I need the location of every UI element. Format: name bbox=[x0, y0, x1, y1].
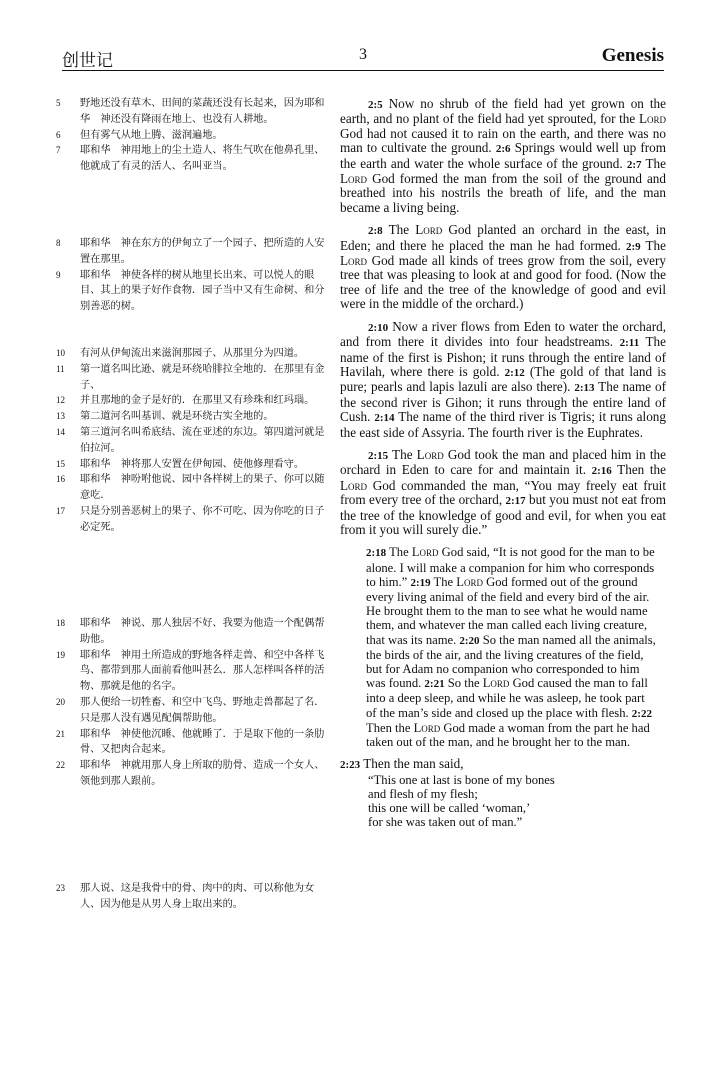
verse-text: 第三道河名叫希底结、流在亚述的东边。第四道河就是伯拉河。 bbox=[80, 426, 325, 454]
english-paragraph-3: 2:10 Now a river flows from Eden to water the orchard, and from there it divides into four headstreams. 2:11 The name of the first is Pishon; it runs through the entire land of Havilah, where there is gold. 2:12 (The gold of that land is pure; pearls and lapis lazuli are also there). 2:13 The name of the second river is Gihon; it runs through the entire land of Cush. 2:14 The name of the third river is Tigris; it runs along the east side of Assyria. The fourth river is the Euphrates. bbox=[340, 318, 666, 440]
verse-text: 但有雾气从地上腾、滋润遍地。 bbox=[80, 129, 223, 141]
verse-number: 2:19 bbox=[410, 576, 431, 589]
verse-text: 耶和华 神用土所造成的野地各样走兽、和空中各样飞鸟、都带到那人面前看他叫甚么．那人怎样叫各样的活物、那就是他的名字。 bbox=[80, 649, 325, 693]
verse-number: 14 bbox=[56, 426, 65, 437]
verse-text: 并且那地的金子是好的．在那里又有珍珠和红玛瑙。 bbox=[80, 395, 315, 407]
verse-number: 16 bbox=[56, 474, 65, 485]
verse-text: 只是分别善恶树上的果子、你不可吃、因为你吃的日子必定死。 bbox=[80, 505, 325, 533]
verse-number: 2:6 bbox=[495, 143, 511, 156]
english-paragraph-5: 2:18 The Lord God said, “It is not good for the man to be alone. I will make a companion for him who corresponds to him.” 2:19 The Lord God formed out of the ground every living animal of the field and every bird of the air. He brought them to the man to see what he would name them, and whatever the man called each living creature, that was its name. 2:20 So the man named all the animals, the birds of the air, and the living creatures of the field, but for Adam no companion who corresponded to him was found. 2:21 So the Lord God caused the man to fall into a deep sleep, and while he was asleep, he took part of the man’s side and closed up the place with flesh. 2:22 Then the Lord God made a woman from the part he had taken out of the man, and he brought her to the man. bbox=[366, 545, 656, 750]
chinese-verse bbox=[56, 96, 328, 128]
verse-number: 20 bbox=[56, 696, 65, 707]
verse-number: 2:20 bbox=[459, 634, 480, 647]
page-number: 3 bbox=[359, 46, 367, 63]
verse-number: 6 bbox=[56, 129, 61, 140]
verse-number: 23 bbox=[56, 883, 65, 893]
verse-number: 2:21 bbox=[424, 678, 445, 691]
chinese-verse bbox=[56, 409, 328, 425]
verse-number: 21 bbox=[56, 728, 65, 739]
chinese-verse bbox=[56, 504, 328, 536]
verse-number: 18 bbox=[56, 618, 65, 628]
chinese-verse-block bbox=[56, 616, 328, 790]
verse-number: 5 bbox=[56, 98, 61, 108]
verse-text: 耶和华 神就用那人身上所取的肋骨、造成一个女人、领他到那人跟前。 bbox=[80, 760, 325, 787]
verse-text: 耶和华 神使各样的树从地里长出来、可以悦人的眼目、其上的果子好作食物．园子当中又有生命树、和分别善恶的树。 bbox=[80, 269, 325, 313]
chinese-verse bbox=[56, 457, 328, 473]
english-paragraph-2: 2:8 The Lord God planted an orchard in the east, in Eden; and there he placed the man he had formed. 2:9 The Lord God made all kinds of trees grow from the soil, every tree that was pleasing to look at and good for food. (Now the tree of life and the tree of the knowledge of good and evil were in the middle of the orchard.) bbox=[340, 222, 666, 312]
chinese-verse bbox=[56, 236, 328, 268]
verse-number: 2:13 bbox=[574, 382, 595, 395]
verse-number: 2:10 bbox=[368, 321, 389, 334]
verse-text: 那人便给一切牲畜、和空中飞鸟、野地走兽都起了名．只是那人没有遇见配偶帮助他。 bbox=[80, 696, 325, 724]
english-paragraph-6: 2:23 Then the man said, bbox=[340, 756, 464, 772]
verse-number: 2:23 bbox=[340, 759, 361, 772]
verse-number: 2:14 bbox=[374, 412, 395, 425]
verse-text: 那人说、这是我骨中的骨、肉中的肉、可以称他为女人、因为他是从男人身上取出来的。 bbox=[80, 883, 315, 910]
verse-number: 2:22 bbox=[631, 707, 652, 720]
verse-number: 7 bbox=[56, 145, 61, 156]
verse-text: 耶和华 神在东方的伊甸立了一个园子、把所造的人安置在那里。 bbox=[80, 238, 325, 265]
poem-line: for she was taken out of man.” bbox=[368, 814, 523, 829]
verse-text: 野地还没有草木、田间的菜蔬还没有长起来，因为耶和华 神还没有降雨在地上、也没有人耕地。 bbox=[80, 98, 325, 125]
verse-text: 耶和华 神将那人安置在伊甸园、使他修理看守。 bbox=[80, 458, 305, 470]
english-text-column bbox=[340, 97, 666, 829]
chinese-verse bbox=[56, 425, 328, 457]
english-paragraph-4: 2:15 The Lord God took the man and placed him in the orchard in Eden to care for and maintain it. 2:16 Then the Lord God commanded the man, “You may freely eat fruit from every tree of the orchard, 2:17 but you must not eat from the tree of the knowledge of good and evil, for when you eat from it you will surely die.” bbox=[340, 446, 666, 537]
chinese-verse bbox=[56, 362, 328, 394]
chinese-verse bbox=[56, 758, 328, 790]
verse-number: 12 bbox=[56, 395, 65, 406]
verse-text: 第一道名叫比逊、就是环绕哈腓拉全地的．在那里有金子、 bbox=[80, 363, 325, 391]
verse-number: 19 bbox=[56, 649, 65, 660]
verse-number: 22 bbox=[56, 760, 65, 771]
verse-number: 9 bbox=[56, 269, 61, 280]
verse-number: 2:16 bbox=[591, 465, 612, 478]
chinese-verse bbox=[56, 346, 328, 362]
verse-text: 耶和华 神用地上的尘土造人、将生气吹在他鼻孔里、他就成了有灵的活人、名叫亚当。 bbox=[80, 145, 325, 173]
chinese-verse bbox=[56, 727, 328, 759]
chinese-verse bbox=[56, 143, 328, 175]
verse-number: 2:7 bbox=[626, 158, 642, 171]
verse-number: 2:5 bbox=[368, 99, 383, 111]
chinese-verse bbox=[56, 128, 328, 144]
chinese-verse bbox=[56, 695, 328, 727]
poem-line: this one will be called ‘woman,’ bbox=[368, 800, 531, 815]
chinese-verse-block bbox=[56, 96, 328, 175]
verse-text: 第二道河名叫基训、就是环绕古实全地的。 bbox=[80, 411, 274, 423]
chinese-verse bbox=[56, 268, 328, 315]
verse-text: 有河从伊甸流出来滋润那园子、从那里分为四道。 bbox=[80, 348, 305, 359]
verse-number: 2:12 bbox=[504, 366, 525, 379]
english-paragraph-1: 2:5 Now no shrub of the field had yet grown on the earth, and no plant of the field had yet sprouted, for the Lord God had not caused it to rain on the earth, and there was no man to cultivate the ground. 2:6 Springs would well up from the earth and water the whole surface of the ground. 2:7 The Lord God formed the man from the soil of the ground and breathed into his nostrils the breath of life, and the man became a living being. bbox=[340, 96, 666, 215]
verse-number: 10 bbox=[56, 348, 65, 358]
chinese-verse bbox=[56, 648, 328, 695]
chinese-verse-block bbox=[56, 881, 328, 913]
verse-number: 8 bbox=[56, 238, 61, 248]
chinese-verse bbox=[56, 472, 328, 504]
verse-number: 2:8 bbox=[368, 225, 383, 238]
verse-text: 耶和华 神说、那人独居不好、我要为他造一个配偶帮助他。 bbox=[80, 618, 325, 645]
verse-number: 17 bbox=[56, 505, 65, 516]
verse-text: 耶和华 神使他沉睡、他就睡了．于是取下他的一条肋骨、又把肉合起来。 bbox=[80, 728, 325, 756]
verse-text: 耶和华 神吩咐他说、园中各样树上的果子、你可以随意吃． bbox=[80, 474, 325, 502]
verse-number: 13 bbox=[56, 411, 65, 422]
chinese-verse-block bbox=[56, 236, 328, 315]
chinese-verse-block bbox=[56, 346, 328, 536]
verse-number: 15 bbox=[56, 458, 65, 469]
book-title-chinese: 创世记 bbox=[62, 51, 113, 71]
verse-number: 2:9 bbox=[625, 240, 641, 253]
chinese-verse bbox=[56, 393, 328, 409]
verse-number: 2:17 bbox=[505, 495, 526, 508]
page-header bbox=[62, 44, 664, 71]
verse-number: 2:18 bbox=[366, 547, 387, 560]
chinese-verse bbox=[56, 616, 328, 648]
poem-line: and flesh of my flesh; bbox=[368, 786, 478, 801]
verse-number: 2:15 bbox=[368, 449, 389, 462]
verse-number: 2:11 bbox=[619, 337, 640, 350]
poem-block bbox=[368, 773, 666, 829]
book-title-english: Genesis bbox=[601, 45, 664, 66]
poem-line: “This one at last is bone of my bones bbox=[368, 772, 555, 787]
chinese-verse bbox=[56, 881, 328, 913]
verse-number: 11 bbox=[56, 363, 65, 374]
